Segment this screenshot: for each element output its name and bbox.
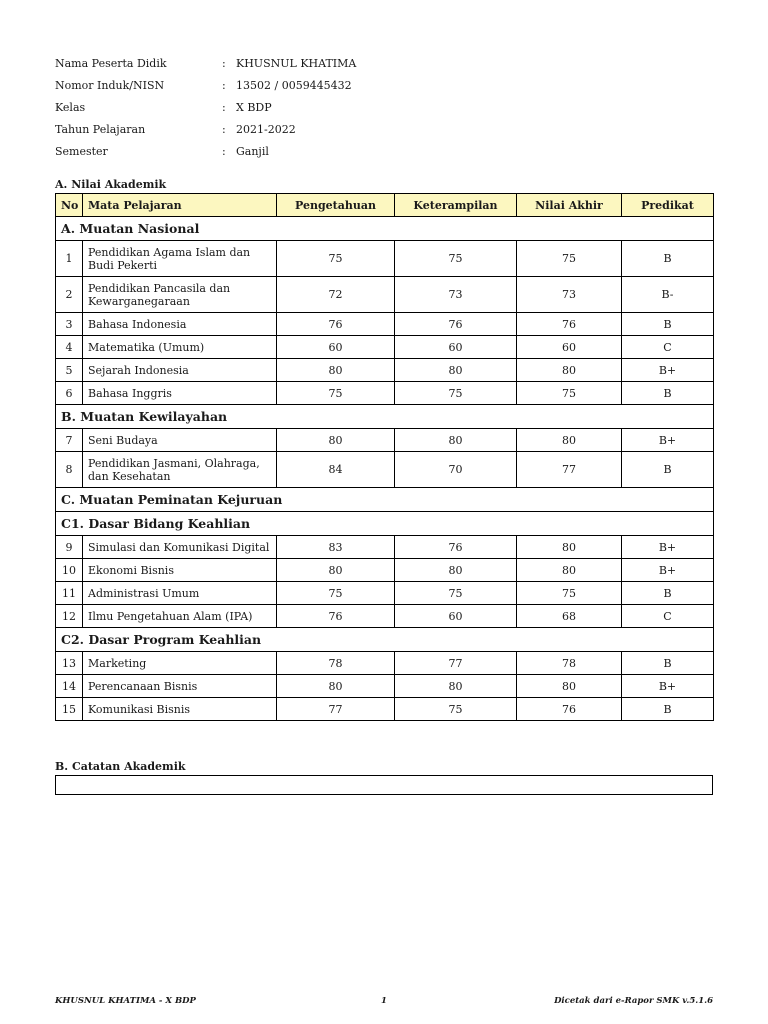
info-row-semester: [55, 140, 356, 162]
cell-subject: Perencanaan Bisnis: [83, 675, 277, 698]
cell-subject: Sejarah Indonesia: [83, 359, 277, 382]
cell-subject: Bahasa Inggris: [83, 382, 277, 405]
cell-keterampilan: 76: [395, 536, 517, 559]
cell-no: 15: [56, 698, 83, 721]
cell-no: 14: [56, 675, 83, 698]
cell-pengetahuan: 76: [277, 313, 395, 336]
cell-nilai-akhir: 80: [517, 675, 622, 698]
info-label: Semester: [55, 144, 108, 158]
info-colon: :: [222, 144, 226, 158]
student-info: [55, 52, 356, 162]
cell-subject: Matematika (Umum): [83, 336, 277, 359]
cell-predikat: B: [622, 698, 714, 721]
cell-subject: Pendidikan Pancasila dan Kewarganegaraan: [83, 277, 277, 313]
academic-notes-box: [55, 775, 713, 795]
info-value: X BDP: [236, 100, 272, 114]
info-colon: :: [222, 56, 226, 70]
cell-keterampilan: 76: [395, 313, 517, 336]
table-row: [56, 359, 714, 382]
cell-no: 8: [56, 452, 83, 488]
cell-predikat: B+: [622, 359, 714, 382]
cell-keterampilan: 80: [395, 559, 517, 582]
cell-keterampilan: 77: [395, 652, 517, 675]
cell-pengetahuan: 60: [277, 336, 395, 359]
cell-subject: Seni Budaya: [83, 429, 277, 452]
group-label: B. Muatan Kewilayahan: [56, 405, 714, 429]
cell-predikat: B+: [622, 559, 714, 582]
cell-predikat: B: [622, 313, 714, 336]
cell-predikat: B: [622, 652, 714, 675]
cell-predikat: B+: [622, 675, 714, 698]
cell-no: 3: [56, 313, 83, 336]
cell-no: 10: [56, 559, 83, 582]
info-colon: :: [222, 100, 226, 114]
cell-keterampilan: 75: [395, 241, 517, 277]
cell-no: 6: [56, 382, 83, 405]
footer-printed-by: Dicetak dari e-Rapor SMK v.5.1.6: [554, 996, 713, 1006]
cell-no: 1: [56, 241, 83, 277]
cell-predikat: B: [622, 382, 714, 405]
table-row: [56, 582, 714, 605]
table-row: [56, 675, 714, 698]
cell-no: 4: [56, 336, 83, 359]
info-value: 13502 / 0059445432: [236, 78, 352, 92]
cell-keterampilan: 80: [395, 429, 517, 452]
cell-subject: Simulasi dan Komunikasi Digital: [83, 536, 277, 559]
table-row: [56, 698, 714, 721]
cell-nilai-akhir: 60: [517, 336, 622, 359]
cell-pengetahuan: 80: [277, 675, 395, 698]
cell-pengetahuan: 75: [277, 382, 395, 405]
cell-no: 12: [56, 605, 83, 628]
cell-nilai-akhir: 75: [517, 241, 622, 277]
table-row: [56, 536, 714, 559]
cell-predikat: B: [622, 452, 714, 488]
cell-nilai-akhir: 77: [517, 452, 622, 488]
cell-nilai-akhir: 80: [517, 559, 622, 582]
info-row-name: [55, 52, 356, 74]
cell-nilai-akhir: 80: [517, 429, 622, 452]
cell-subject: Ilmu Pengetahuan Alam (IPA): [83, 605, 277, 628]
cell-no: 13: [56, 652, 83, 675]
info-value: KHUSNUL KHATIMA: [236, 56, 357, 70]
footer-page-number: 1: [381, 996, 387, 1006]
table-row: [56, 277, 714, 313]
table-row: [56, 382, 714, 405]
cell-nilai-akhir: 78: [517, 652, 622, 675]
cell-subject: Administrasi Umum: [83, 582, 277, 605]
group-label: C1. Dasar Bidang Keahlian: [56, 512, 714, 536]
cell-keterampilan: 70: [395, 452, 517, 488]
cell-keterampilan: 73: [395, 277, 517, 313]
info-label: Tahun Pelajaran: [55, 122, 146, 136]
cell-keterampilan: 80: [395, 359, 517, 382]
cell-no: 2: [56, 277, 83, 313]
info-value: Ganjil: [236, 144, 269, 158]
cell-nilai-akhir: 68: [517, 605, 622, 628]
info-value: 2021-2022: [236, 122, 296, 136]
cell-nilai-akhir: 73: [517, 277, 622, 313]
group-row: [56, 405, 714, 429]
info-row-year: [55, 118, 356, 140]
cell-predikat: B: [622, 582, 714, 605]
cell-nilai-akhir: 80: [517, 359, 622, 382]
header-keterampilan: Keterampilan: [395, 194, 517, 217]
table-row: [56, 241, 714, 277]
info-colon: :: [222, 78, 226, 92]
info-label: Kelas: [55, 100, 86, 114]
table-row: [56, 336, 714, 359]
cell-keterampilan: 80: [395, 675, 517, 698]
cell-predikat: B+: [622, 429, 714, 452]
cell-predikat: B-: [622, 277, 714, 313]
cell-nilai-akhir: 75: [517, 582, 622, 605]
cell-pengetahuan: 84: [277, 452, 395, 488]
table-row: [56, 313, 714, 336]
section-a-title: A. Nilai Akademik: [55, 178, 167, 191]
cell-pengetahuan: 78: [277, 652, 395, 675]
cell-nilai-akhir: 76: [517, 698, 622, 721]
cell-pengetahuan: 77: [277, 698, 395, 721]
info-row-class: [55, 96, 356, 118]
cell-no: 7: [56, 429, 83, 452]
info-row-nisn: [55, 74, 356, 96]
cell-no: 5: [56, 359, 83, 382]
cell-subject: Pendidikan Jasmani, Olahraga, dan Kesehatan: [83, 452, 277, 488]
group-label: C. Muatan Peminatan Kejuruan: [56, 488, 714, 512]
table-row: [56, 652, 714, 675]
header-predikat: Predikat: [622, 194, 714, 217]
group-row: [56, 628, 714, 652]
group-row: [56, 512, 714, 536]
group-label: A. Muatan Nasional: [56, 217, 714, 241]
footer-student: KHUSNUL KHATIMA - X BDP: [55, 996, 196, 1006]
header-subject: Mata Pelajaran: [83, 194, 277, 217]
cell-no: 9: [56, 536, 83, 559]
group-label: C2. Dasar Program Keahlian: [56, 628, 714, 652]
cell-subject: Pendidikan Agama Islam dan Budi Pekerti: [83, 241, 277, 277]
cell-no: 11: [56, 582, 83, 605]
info-label: Nama Peserta Didik: [55, 56, 167, 70]
cell-keterampilan: 75: [395, 382, 517, 405]
table-row: [56, 559, 714, 582]
cell-pengetahuan: 72: [277, 277, 395, 313]
header-nilai-akhir: Nilai Akhir: [517, 194, 622, 217]
cell-subject: Bahasa Indonesia: [83, 313, 277, 336]
page-footer: [55, 996, 713, 1010]
cell-predikat: C: [622, 605, 714, 628]
cell-predikat: B+: [622, 536, 714, 559]
cell-nilai-akhir: 80: [517, 536, 622, 559]
cell-nilai-akhir: 75: [517, 382, 622, 405]
cell-keterampilan: 60: [395, 336, 517, 359]
cell-subject: Komunikasi Bisnis: [83, 698, 277, 721]
cell-pengetahuan: 80: [277, 559, 395, 582]
cell-pengetahuan: 80: [277, 359, 395, 382]
cell-keterampilan: 75: [395, 698, 517, 721]
cell-keterampilan: 75: [395, 582, 517, 605]
cell-nilai-akhir: 76: [517, 313, 622, 336]
group-row: [56, 217, 714, 241]
header-no: No: [56, 194, 83, 217]
cell-predikat: C: [622, 336, 714, 359]
grades-table: [55, 193, 714, 721]
info-colon: :: [222, 122, 226, 136]
cell-pengetahuan: 76: [277, 605, 395, 628]
group-row: [56, 488, 714, 512]
cell-subject: Ekonomi Bisnis: [83, 559, 277, 582]
section-b-title: B. Catatan Akademik: [55, 760, 186, 773]
cell-predikat: B: [622, 241, 714, 277]
header-pengetahuan: Pengetahuan: [277, 194, 395, 217]
table-row: [56, 452, 714, 488]
cell-pengetahuan: 75: [277, 582, 395, 605]
table-row: [56, 429, 714, 452]
table-row: [56, 605, 714, 628]
info-label: Nomor Induk/NISN: [55, 78, 165, 92]
table-header-row: [56, 194, 714, 217]
cell-pengetahuan: 83: [277, 536, 395, 559]
cell-subject: Marketing: [83, 652, 277, 675]
cell-keterampilan: 60: [395, 605, 517, 628]
cell-pengetahuan: 75: [277, 241, 395, 277]
cell-pengetahuan: 80: [277, 429, 395, 452]
